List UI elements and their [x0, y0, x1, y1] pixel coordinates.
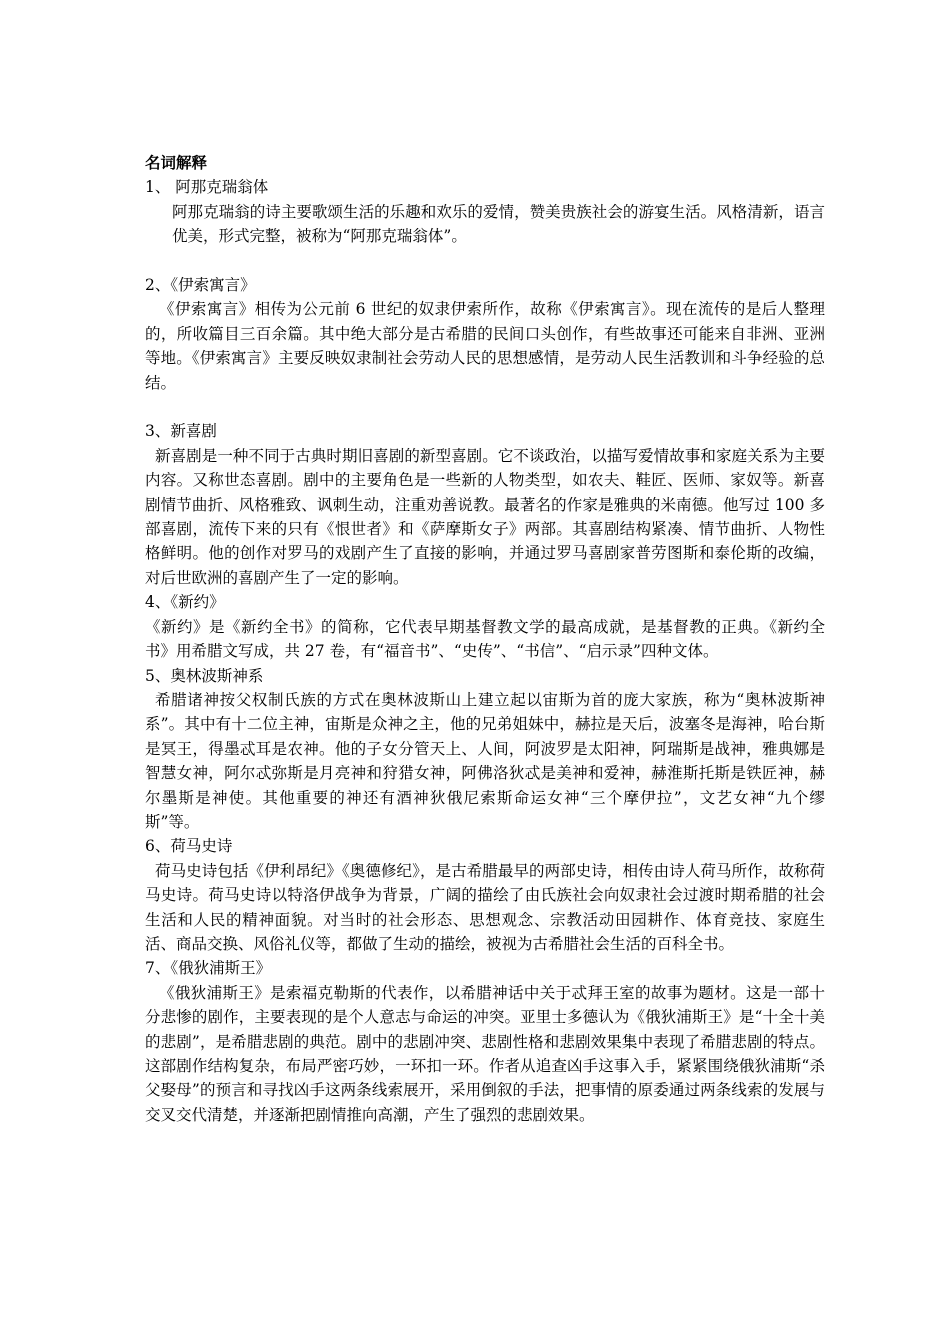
entry-title: 5、奥林波斯神系: [145, 666, 264, 685]
blank-line: [145, 249, 825, 273]
entry-title: 1、 阿那克瑞翁体: [145, 178, 269, 197]
entry-body: 阿那克瑞翁的诗主要歌颂生活的乐趣和欢乐的爱情，赞美贵族社会的游宴生活。风格清新，语言优美，形式完整，被称为“阿那克瑞翁体”。: [172, 202, 825, 246]
document-content: [145, 151, 825, 1127]
blank-line: [145, 395, 825, 419]
entry-title: 3、新喜剧: [145, 422, 217, 441]
entry-title: 7、《俄狄浦斯王》: [145, 959, 272, 978]
entry-body: 新喜剧是一种不同于古典时期旧喜剧的新型喜剧。它不谈政治，以描写爱情故事和家庭关系为主要内容。又称世态喜剧。剧中的主要角色是一些新的人物类型，如农夫、鞋匠、医师、家奴等。新喜剧情节曲折、风格雅致、讽刺生动，注重劝善说教。最著名的作家是雅典的米南德。他写过 100 多部喜剧，流传下来的只有《恨世者》和《萨摩斯女子》两部。其喜剧结构紧凑、情节曲折、人物性格鲜明。他的创作对罗马的戏剧产生了直接的影响，并通过罗马喜剧家普劳图斯和泰伦斯的改编，对后世欧洲的喜剧产生了一定的影响。: [145, 446, 825, 587]
entry-body: 《俄狄浦斯王》是索福克勒斯的代表作，以希腊神话中关于忒拜王室的故事为题材。这是一部十分悲惨的剧作，主要表现的是个人意志与命运的冲突。亚里士多德认为《俄狄浦斯王》是“十全十美的悲剧”，是希腊悲剧的典范。剧中的悲剧冲突、悲剧性格和悲剧效果集中表现了希腊悲剧的特点。这部剧作结构复杂，布局严密巧妙，一环扣一环。作者从追查凶手这事入手，紧紧围绕俄狄浦斯“杀父娶母”的预言和寻找凶手这两条线索展开，采用倒叙的手法，把事情的原委通过两条线索的发展与交叉交代清楚，并逐渐把剧情推向高潮，产生了强烈的悲剧效果。: [145, 983, 825, 1124]
entry-body: 荷马史诗包括《伊利昂纪》《奥德修纪》，是古希腊最早的两部史诗，相传由诗人荷马所作，故称荷马史诗。荷马史诗以特洛伊战争为背景，广阔的描绘了由氏族社会向奴隶社会过渡时期希腊的社会生活和人民的精神面貌。对当时的社会形态、思想观念、宗教活动田园耕作、体育竞技、家庭生活、商品交换、风俗礼仪等，都做了生动的描绘，被视为古希腊社会生活的百科全书。: [145, 861, 825, 953]
section-heading: 名词解释: [145, 153, 208, 172]
entry-body: 希腊诸神按父权制氏族的方式在奥林波斯山上建立起以宙斯为首的庞大家族，称为“奥林波斯神系”。其中有十二位主神，宙斯是众神之主，他的兄弟姐妹中，赫拉是天后，波塞冬是海神，哈台斯是冥王，得墨忒耳是农神。他的子女分管天上、人间，阿波罗是太阳神，阿瑞斯是战神，雅典娜是智慧女神，阿尔忒弥斯是月亮神和狩猎女神，阿佛洛狄忒是美神和爱神，赫淮斯托斯是铁匠神，赫尔墨斯是神使。其他重要的神还有酒神狄俄尼索斯命运女神“三个摩伊拉”，文艺女神“九个缪斯”等。: [145, 690, 825, 831]
entry-title: 2、《伊索寓言》: [145, 276, 256, 295]
entry-title: 6、荷马史诗: [145, 837, 233, 856]
entry-title: 4、《新约》: [145, 593, 225, 612]
entry-body: 《新约》是《新约全书》的简称，它代表早期基督教文学的最高成就，是基督教的正典。《新约全书》用希腊文写成，共 27 卷，有“福音书”、“史传”、“书信”、“启示录”四种文体。: [145, 617, 825, 661]
entry-body: 《伊索寓言》相传为公元前 6 世纪的奴隶伊索所作，故称《伊索寓言》。现在流传的是后人整理的，所收篇目三百余篇。其中绝大部分是古希腊的民间口头创作，有些故事还可能来自非洲、亚洲等地。《伊索寓言》主要反映奴隶制社会劳动人民的思想感情，是劳动人民生活教训和斗争经验的总结。: [145, 300, 825, 392]
